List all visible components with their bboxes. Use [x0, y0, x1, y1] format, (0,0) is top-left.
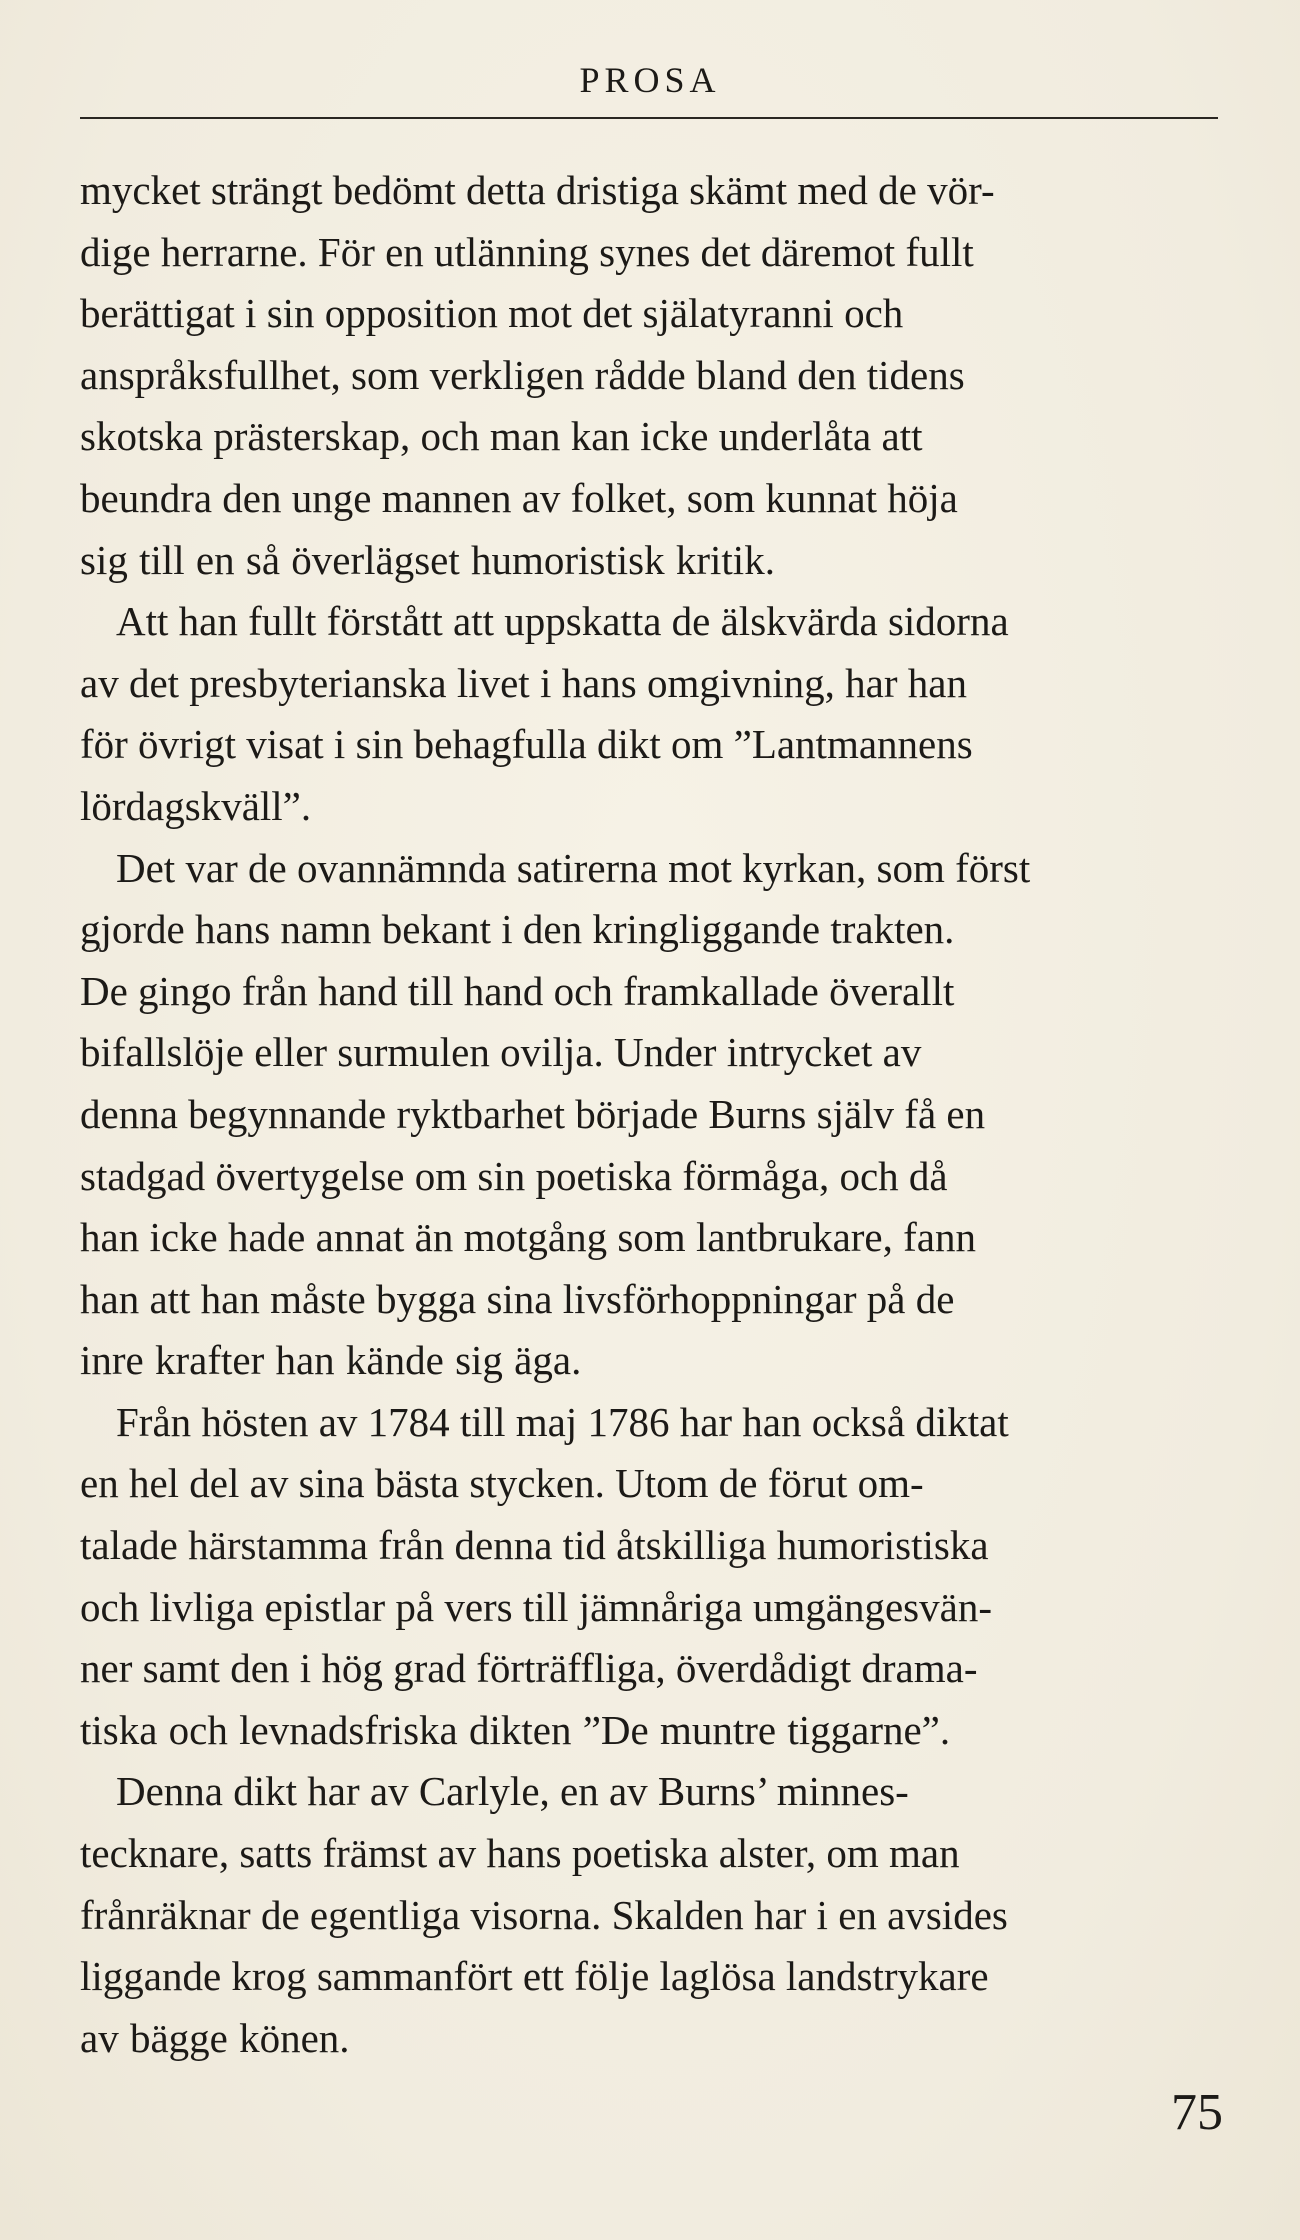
- text-line: han icke hade annat än motgång som lantbrukare, fann: [80, 1214, 976, 1261]
- text-line: denna begynnande ryktbarhet började Burns själv få en: [80, 1090, 986, 1137]
- text-line: Det var de ovannämnda satirerna mot kyrkan, som först: [116, 844, 1031, 891]
- text-line: talade härstamma från denna tid åtskilliga humoristiska: [80, 1522, 989, 1569]
- text-line: beundra den unge mannen av folket, som kunnat höja: [80, 474, 958, 521]
- header-rule: [80, 117, 1218, 119]
- paragraph-2: [80, 591, 1223, 837]
- text-line: dige herrarne. För en utlänning synes det däremot fullt: [80, 228, 974, 275]
- paragraph-1: [80, 160, 1223, 591]
- text-line: bifallslöje eller surmulen ovilja. Under intrycket av: [80, 1029, 922, 1076]
- text-line: han att han måste bygga sina livsförhoppningar på de: [80, 1275, 955, 1322]
- paragraph-4: [80, 1392, 1223, 1762]
- text-line: skotska prästerskap, och man kan icke underlåta att: [80, 413, 923, 460]
- text-line: lördagskväll”.: [80, 782, 312, 829]
- text-line: berättigat i sin opposition mot det själatyranni och: [80, 290, 904, 337]
- text-line: De gingo från hand till hand och framkallade överallt: [80, 967, 955, 1014]
- text-line: sig till en så överlägset humoristisk kritik.: [80, 536, 775, 583]
- text-line: tiska och levnadsfriska dikten ”De muntre tiggarne”.: [80, 1706, 951, 1753]
- text-line: Att han fullt förstått att uppskatta de älskvärda sidorna: [116, 598, 1009, 645]
- text-line: av det presbyterianska livet i hans omgivning, har han: [80, 659, 967, 706]
- paragraph-3: [80, 838, 1223, 1392]
- text-line: anspråksfullhet, som verkligen rådde bland den tidens: [80, 351, 965, 398]
- text-line: liggande krog sammanfört ett följe laglösa landstrykare: [80, 1953, 989, 2000]
- running-head: PROSA: [579, 60, 721, 100]
- text-line: mycket strängt bedömt detta dristiga skämt med de vör-: [80, 167, 995, 213]
- text-line: av bägge könen.: [80, 2014, 350, 2061]
- text-line: Denna dikt har av Carlyle, en av Burns’ minnes-: [116, 1768, 909, 1815]
- text-line: inre krafter han kände sig äga.: [80, 1337, 582, 1384]
- text-line: och livliga epistlar på vers till jämnåriga umgängesvän-: [80, 1583, 992, 1630]
- text-line: ner samt den i hög grad förträffliga, överdådigt drama-: [80, 1645, 978, 1692]
- text-line: en hel del av sina bästa stycken. Utom de förut om-: [80, 1460, 924, 1507]
- paragraph-5: [80, 1761, 1223, 2069]
- text-line: gjorde hans namn bekant i den kringliggande trakten.: [80, 906, 955, 953]
- page-number: 75: [1171, 2084, 1223, 2141]
- body-text: [80, 160, 1223, 2069]
- text-line: stadgad övertygelse om sin poetiska förmåga, och då: [80, 1152, 948, 1199]
- text-line: Från hösten av 1784 till maj 1786 har han också diktat: [116, 1398, 1009, 1445]
- text-line: tecknare, satts främst av hans poetiska alster, om man: [80, 1830, 960, 1877]
- text-line: för övrigt visat i sin behagfulla dikt om ”Lantmannens: [80, 721, 973, 768]
- text-line: frånräknar de egentliga visorna. Skalden har i en avsides: [80, 1891, 1008, 1938]
